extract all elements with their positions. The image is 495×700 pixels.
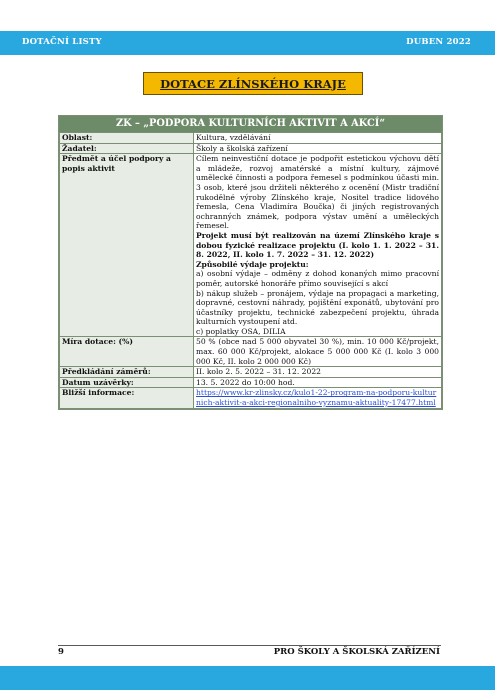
page-title: DOTACE ZLÍNSKÉHO KRAJE xyxy=(160,76,346,91)
grant-details-table xyxy=(59,132,442,409)
predkladani-value: II. kolo 2. 5. 2022 – 31. 12. 2022 xyxy=(194,367,442,378)
table-row xyxy=(60,367,442,378)
table-row xyxy=(60,143,442,154)
page-number: 9 xyxy=(58,647,64,657)
predmet-paragraph: Cílem neinvestiční dotace je podpořit estetickou výchovu dětí a mládeže, rozvoj amatérské a místní kultury, zájmové umělecké činnosti a podpora řemesel s podmínkou účasti min. 3 osob, které jsou držiteli některého z ocenění (Mistr tradiční rukodělné výroby Zlínského kraje, Nositel tradice lidového řemesla, Cena Vladimíra Boučka) či jiných registrovaných ochranných známek, podpora výstav umění a uměleckých řemesel. xyxy=(196,154,439,231)
info-link[interactable]: https://www.kr-zlinsky.cz/kulo1-22-program-na-podporu-kulturnich-aktivit-a-akci-regionalniho-vyznamu-aktuality-17477.html xyxy=(196,388,437,408)
eligible-cost-item: b) nákup služeb – pronájem, výdaje na propagaci a marketing, dopravné, cestovní náhrady, pojištění exponátů, ubytování pro účastníky projektu, technické zabezpečení projektu, úhrada kulturních vystoupení atd. xyxy=(196,288,439,327)
predmet-value xyxy=(194,154,442,337)
oblast-label: Oblast: xyxy=(60,133,194,144)
blizsi-label: Bližší informace: xyxy=(60,388,194,408)
table-row xyxy=(60,154,442,337)
predmet-label: Předmět a účel podpory a popis aktivit xyxy=(60,154,194,337)
header-issue-date: DUBEN 2022 xyxy=(406,37,471,47)
table-row xyxy=(60,337,442,367)
footer-divider xyxy=(58,645,441,646)
grant-card xyxy=(58,115,443,410)
header-bar xyxy=(0,31,495,55)
footer-bar xyxy=(0,666,495,690)
footer-section-title: PRO ŠKOLY A ŠKOLSKÁ ZAŘÍZENÍ xyxy=(273,647,440,657)
blizsi-value xyxy=(194,388,442,408)
predmet-realization-note: Projekt musí být realizován na území Zlínského kraje s dobou fyzické realizace projektu (I. kolo 1. 1. 2022 – 31. 8. 2022, II. kolo 1. 7. 2022 – 31. 12. 2022) xyxy=(196,230,439,260)
eligible-costs-heading: Způsobilé výdaje projektu: xyxy=(196,259,309,269)
eligible-cost-item: c) poplatky OSA, DILIA xyxy=(196,326,286,336)
zadatel-label: Žadatel: xyxy=(60,143,194,154)
grant-card-heading: ZK – „PODPORA KULTURNÍCH AKTIVIT A AKCÍ“ xyxy=(59,116,442,132)
zadatel-value: Školy a školská zařízení xyxy=(194,143,442,154)
eligible-cost-item: a) osobní výdaje – odměny z dohod konaných mimo pracovní poměr, autorské honoráře přímo související s akcí xyxy=(196,269,439,288)
table-row xyxy=(60,388,442,408)
datum-value: 13. 5. 2022 do 10:00 hod. xyxy=(194,377,442,388)
mira-value: 50 % (obce nad 5 000 obyvatel 30 %), min. 10 000 Kč/projekt, max. 60 000 Kč/projekt, alokace 5 000 000 Kč (I. kolo 3 000 000 Kč, II. kolo 2 000 000 Kč) xyxy=(194,337,442,367)
oblast-value: Kultura, vzdělávání xyxy=(194,133,442,144)
mira-label: Míra dotace: (%) xyxy=(60,337,194,367)
table-row xyxy=(60,377,442,388)
datum-label: Datum uzávěrky: xyxy=(60,377,194,388)
table-row xyxy=(60,133,442,144)
predkladani-label: Předkládání záměrů: xyxy=(60,367,194,378)
header-publication-name: DOTAČNÍ LISTY xyxy=(22,37,102,47)
page-title-box xyxy=(143,72,363,95)
